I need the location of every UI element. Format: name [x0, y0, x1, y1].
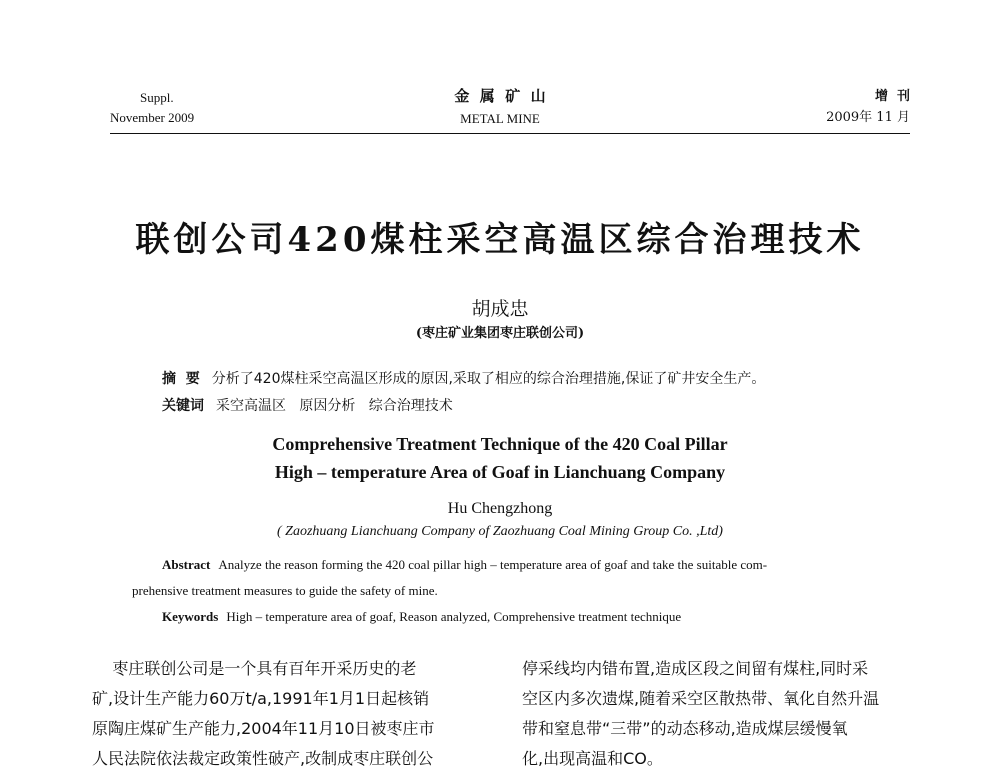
author-en: Hu Chengzhong	[447, 500, 553, 517]
body-right-line: 停采线均内错布置,造成区段之间留有煤柱,同时采	[522, 659, 869, 678]
abstract-en-label: Abstract	[162, 557, 211, 572]
header-suppl-cn: 增 刊	[874, 89, 910, 104]
header-date-en: November 2009	[110, 110, 195, 125]
header-journal-en: METAL MINE	[460, 111, 540, 126]
body-left-line: 人民法院依法裁定政策性破产,改制成枣庄联创公	[92, 749, 434, 768]
paper-title-en-line2: High – temperature Area of Goaf in Lianchuang Company	[274, 462, 726, 482]
paper-title-en-line1: Comprehensive Treatment Technique of the 420 Coal Pillar	[272, 434, 728, 454]
keywords-cn-label: 关键词	[162, 398, 204, 414]
keywords-en-label: Keywords	[162, 609, 219, 624]
author-cn: 胡成忠	[471, 298, 529, 320]
body-left-line: 矿,设计生产能力60万t/a,1991年1月1日起核销	[92, 689, 430, 708]
abstract-en	[132, 552, 880, 630]
abstract-cn-text: 分析了420煤柱采空高温区形成的原因,采取了相应的综合治理措施,保证了矿井安全生产。	[211, 371, 766, 387]
abstract-cn-label: 摘 要	[162, 371, 200, 387]
keywords-cn-text: 采空高温区 原因分析 综合治理技术	[216, 398, 453, 414]
paper-title-cn: 联创公司420煤柱采空高温区综合治理技术	[135, 220, 865, 260]
body-right-line: 空区内多次遗煤,随着采空区散热带、氧化自然升温	[522, 689, 880, 708]
affiliation-en: ( Zaozhuang Lianchuang Company of Zaozhuang Coal Mining Group Co. ,Ltd)	[277, 524, 723, 539]
abstract-cn	[162, 368, 765, 388]
affiliation-cn: (枣庄矿业集团枣庄联创公司)	[415, 326, 585, 341]
abstract-en-line2: prehensive treatment measures to guide the safety of mine.	[132, 583, 438, 598]
header-journal-cn: 金 属 矿 山	[454, 87, 546, 105]
header-rule	[110, 133, 910, 134]
abstract-en-line1: Analyze the reason forming the 420 coal pillar high – temperature area of goaf and take the suitable com-	[218, 557, 768, 572]
keywords-en-text: High – temperature area of goaf, Reason analyzed, Comprehensive treatment technique	[226, 609, 682, 624]
body-right-line: 化,出现高温和CO。	[522, 749, 663, 768]
body-column-left	[92, 654, 496, 774]
body-column-right	[522, 654, 922, 774]
header-date-cn: 2009年 11 月	[826, 110, 910, 125]
body-right-line: 带和窒息带“三带”的动态移动,造成煤层缓慢氧	[522, 719, 848, 738]
body-left-line: 枣庄联创公司是一个具有百年开采历史的老	[92, 659, 417, 678]
body-left-line: 原陶庄煤矿生产能力,2004年11月10日被枣庄市	[92, 719, 435, 738]
header-suppl: Suppl.	[140, 90, 174, 105]
keywords-cn	[162, 395, 453, 415]
